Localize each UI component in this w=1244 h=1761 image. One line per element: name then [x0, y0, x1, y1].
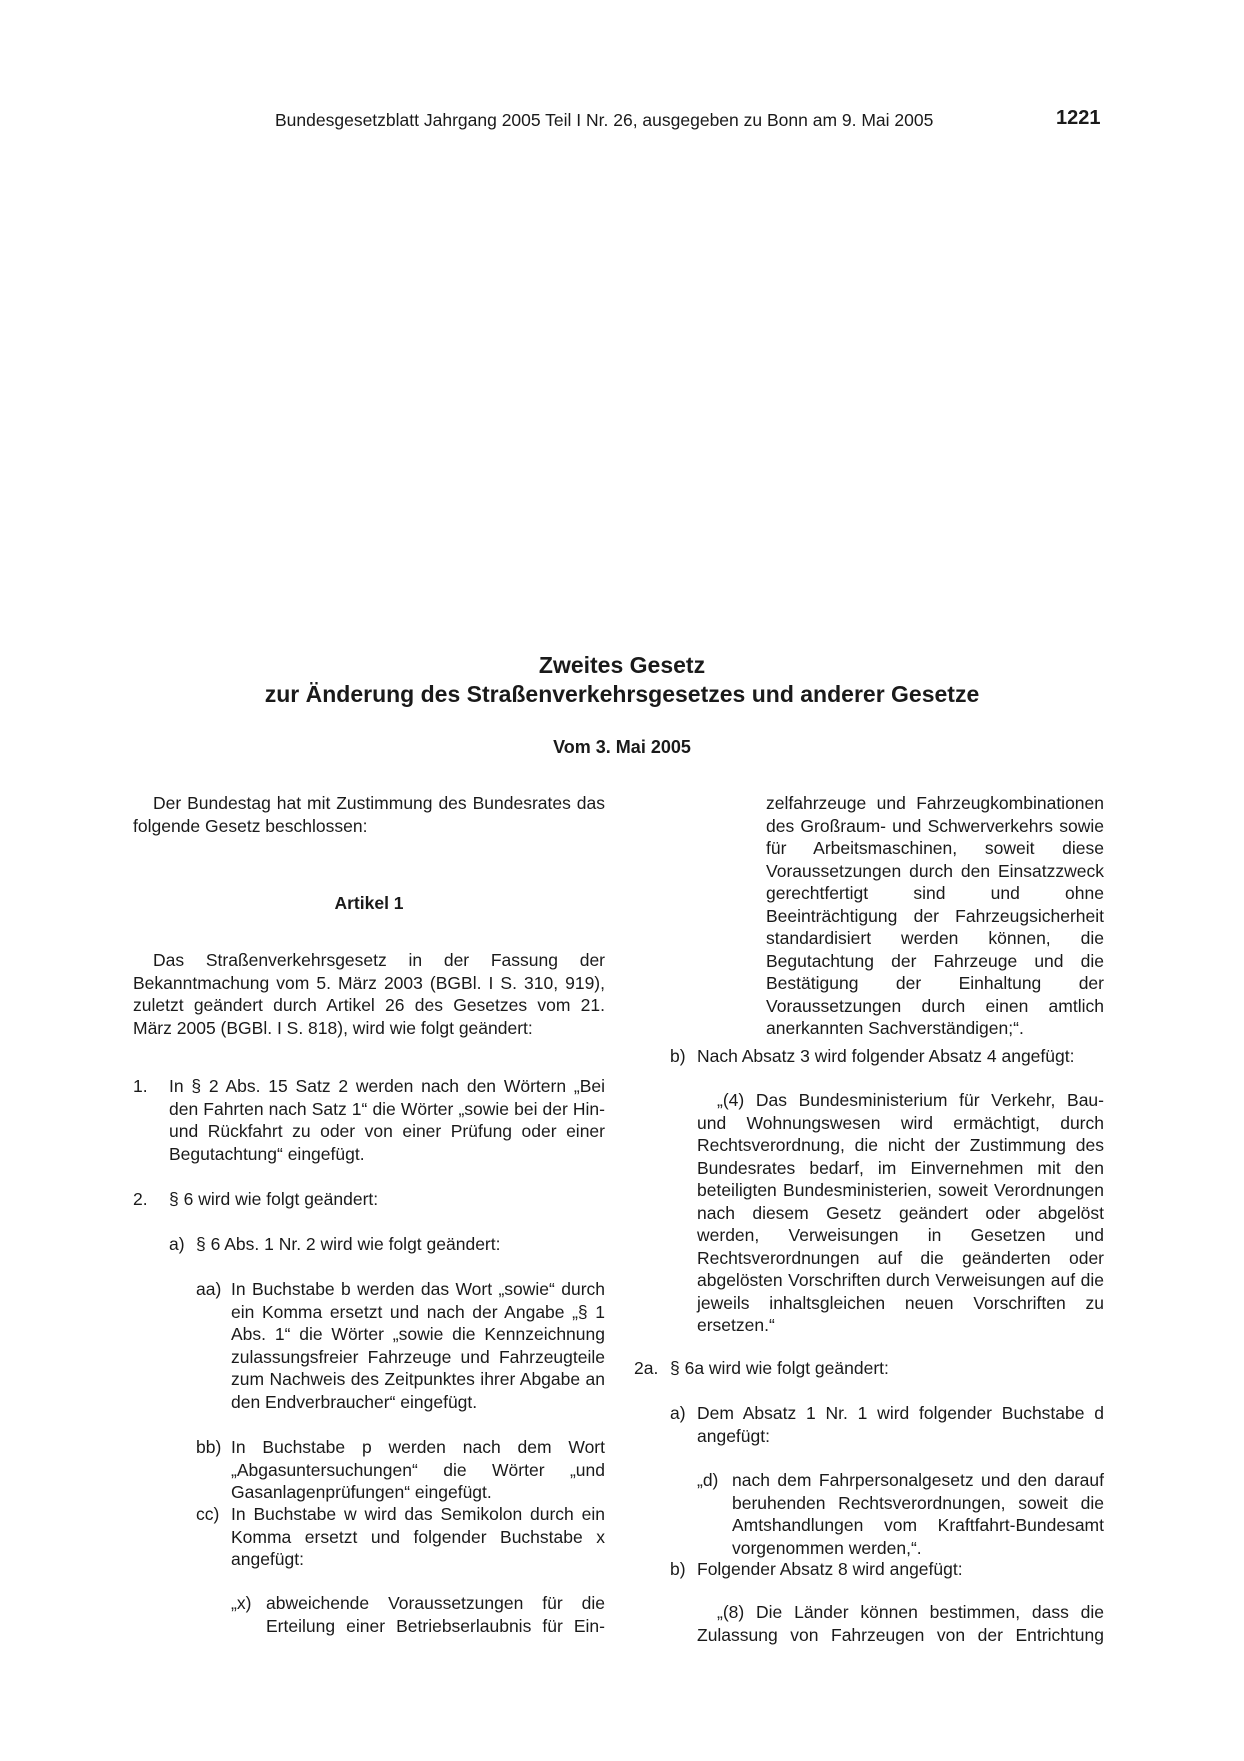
- item-a-label: a): [670, 1403, 686, 1423]
- item-b2-text: Folgender Absatz 8 wird angefügt:: [697, 1559, 963, 1579]
- item-2a-paragraph-text: § 6a wird wie folgt geändert:: [670, 1358, 889, 1378]
- item-2-text: § 6 wird wie folgt geändert:: [169, 1189, 379, 1209]
- law-title-line2: zur Änderung des Straßenverkehrsgesetzes und anderer Gesetze: [264, 681, 980, 707]
- page-number: 1221: [1056, 107, 1101, 129]
- item-b-label: b): [670, 1046, 686, 1066]
- item-cc-text: In Buchstabe w wird das Semikolon durch ein Komma ersetzt und folgender Buchstabe x angefügt:: [231, 1504, 605, 1569]
- item-2a-label: a): [169, 1234, 185, 1254]
- item-2a-text: § 6 Abs. 1 Nr. 2 wird wie folgt geändert:: [196, 1234, 501, 1254]
- item-b-text: Nach Absatz 3 wird folgender Absatz 4 angefügt:: [697, 1046, 1075, 1066]
- running-header: Bundesgesetzblatt Jahrgang 2005 Teil I Nr. 26, ausgegeben zu Bonn am 9. Mai 2005: [275, 110, 934, 130]
- item-x-continuation: zelfahrzeuge und Fahrzeugkombinationen des Großraum- und Schwerverkehrs sowie für Arbeitsmaschinen, soweit diese Voraussetzungen durch den Einsatzzweck gerechtfertigt sind und ohne Beeinträchtigung der Fahrzeugsicherheit standardisiert werden können, die Begutachtung der Fahrzeuge und die Bestätigung der Einhaltung der Voraussetzungen durch einen amtlich anerkannten Sachverständigen;“.: [766, 793, 1104, 1038]
- item-2-label: 2.: [133, 1189, 148, 1209]
- item-1-label: 1.: [133, 1076, 148, 1096]
- item-x-label: „x): [231, 1593, 252, 1613]
- article-intro: Das Straßenverkehrsgesetz in der Fassung der Bekanntmachung vom 5. März 2003 (BGBl. I S. 310, 919), zuletzt geändert durch Artikel 26 des Gesetzes vom 21. März 2005 (BGBl. I S. 818), wird wie folgt geändert:: [133, 950, 605, 1038]
- article-heading: Artikel 1: [334, 893, 404, 913]
- law-date: Vom 3. Mai 2005: [553, 737, 691, 757]
- item-2a-paragraph-label: 2a.: [634, 1358, 659, 1378]
- item-a-text: Dem Absatz 1 Nr. 1 wird folgender Buchstabe d angefügt:: [697, 1403, 1104, 1446]
- item-aa-text: In Buchstabe b werden das Wort „sowie“ durch ein Komma ersetzt und nach der Angabe „§ 1 Abs. 1“ die Wörter „sowie die Kennzeichnung zulassungsfreier Fahrzeuge und Fahrzeugteile zum Nachweis des Zeitpunktes ihrer Abgabe an den Endverbraucher“ eingefügt.: [231, 1279, 605, 1412]
- item-b2-label: b): [670, 1559, 686, 1579]
- law-title-line1: Zweites Gesetz: [538, 652, 706, 678]
- item-x-text: abweichende Voraussetzungen für die Erteilung einer Betriebserlaubnis für Ein-: [266, 1593, 605, 1636]
- item-cc-label: cc): [196, 1504, 220, 1524]
- item-d-text: nach dem Fahrpersonalgesetz und den darauf beruhenden Rechtsverordnungen, soweit die Amtshandlungen vom Kraftfahrt-Bundesamt vorgenommen werden,“.: [732, 1470, 1104, 1558]
- item-1-text: In § 2 Abs. 15 Satz 2 werden nach den Wörtern „Bei den Fahrten nach Satz 1“ die Wörter „sowie bei der Hin- und Rückfahrt zu oder von einer Prüfung oder einer Begutachtung“ eingefügt.: [169, 1076, 605, 1164]
- law-title: [0, 651, 1244, 709]
- item-bb-text: In Buchstabe p werden nach dem Wort „Abgasuntersuchungen“ die Wörter „und Gasanlagenprüfungen“ eingefügt.: [231, 1437, 605, 1502]
- item-d-label: „d): [697, 1470, 719, 1490]
- intro-paragraph: Der Bundestag hat mit Zustimmung des Bundesrates das folgende Gesetz beschlossen:: [133, 793, 605, 836]
- absatz-4-text: „(4) Das Bundesministerium für Verkehr, Bau- und Wohnungswesen wird ermächtigt, durch Rechtsverordnung, die nicht der Zustimmung des Bundesrates bedarf, im Einvernehmen mit den beteiligten Bundesministerien, soweit Verordnungen nach diesem Gesetz geändert oder abgelöst werden, Verweisungen in Gesetzen und Rechtsverordnungen auf die geänderten oder abgelösten Vorschriften durch Verweisungen auf die jeweils inhaltsgleichen neuen Vorschriften zu ersetzen.“: [697, 1090, 1104, 1335]
- item-aa-label: aa): [196, 1279, 222, 1299]
- item-bb-label: bb): [196, 1437, 222, 1457]
- absatz-8-text: „(8) Die Länder können bestimmen, dass die Zulassung von Fahrzeugen von der Entrichtung: [697, 1602, 1104, 1645]
